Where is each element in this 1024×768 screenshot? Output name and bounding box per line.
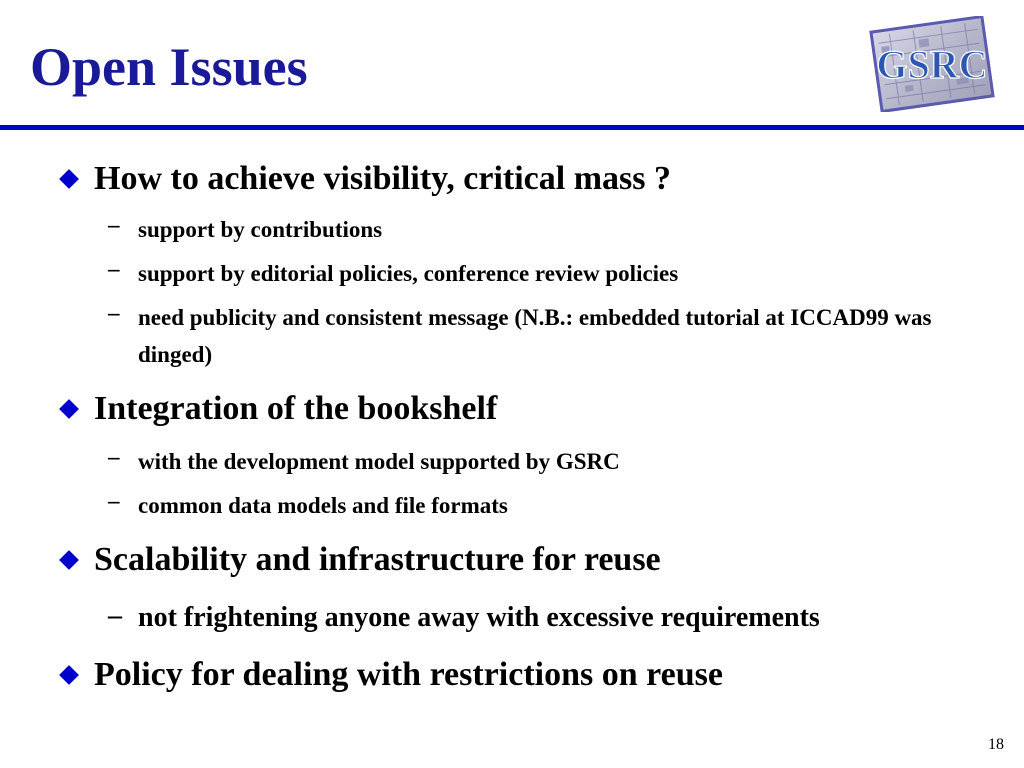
dash-marker: –	[108, 256, 120, 281]
sub-bullet-item	[108, 212, 988, 249]
sub-bullet-item	[108, 256, 988, 293]
bullet-text: Integration of the bookshelf	[94, 390, 498, 427]
sub-bullet-text: common data models and file formats	[138, 493, 508, 518]
sub-bullet-text: need publicity and consistent message (N.B.: embedded tutorial at ICCAD99 was dinged)	[138, 305, 932, 367]
bullet-item	[56, 390, 497, 428]
dash-marker: –	[108, 300, 120, 325]
sub-bullet-item	[108, 600, 988, 636]
bullet-item	[56, 160, 671, 198]
bullet-text: How to achieve visibility, critical mass ?	[94, 160, 671, 197]
sub-bullet-item	[108, 300, 954, 374]
diamond-bullet-icon	[59, 550, 79, 570]
slide-title: Open Issues	[30, 37, 308, 97]
sub-bullet-text: support by contributions	[138, 217, 383, 242]
logo-text: GSRC	[876, 42, 988, 87]
sub-bullet-item	[108, 488, 988, 525]
bullet-item	[56, 541, 661, 579]
sub-bullet-item	[108, 444, 988, 481]
dash-marker: –	[108, 600, 122, 631]
bullet-text: Scalability and infrastructure for reuse	[94, 541, 661, 578]
diamond-bullet-icon	[59, 665, 79, 685]
sub-bullet-text: not frightening anyone away with excessive requirements	[138, 602, 820, 633]
sub-bullet-text: support by editorial policies, conference review policies	[138, 261, 679, 286]
page-number: 18	[988, 736, 1004, 753]
diamond-bullet-icon	[59, 169, 79, 189]
dash-marker: –	[108, 212, 120, 237]
bullet-text: Policy for dealing with restrictions on reuse	[94, 656, 723, 693]
bullet-item	[56, 656, 723, 694]
diamond-bullet-icon	[59, 399, 79, 419]
dash-marker: –	[108, 444, 120, 469]
sub-bullet-text: with the development model supported by GSRC	[138, 449, 620, 474]
dash-marker: –	[108, 488, 120, 513]
